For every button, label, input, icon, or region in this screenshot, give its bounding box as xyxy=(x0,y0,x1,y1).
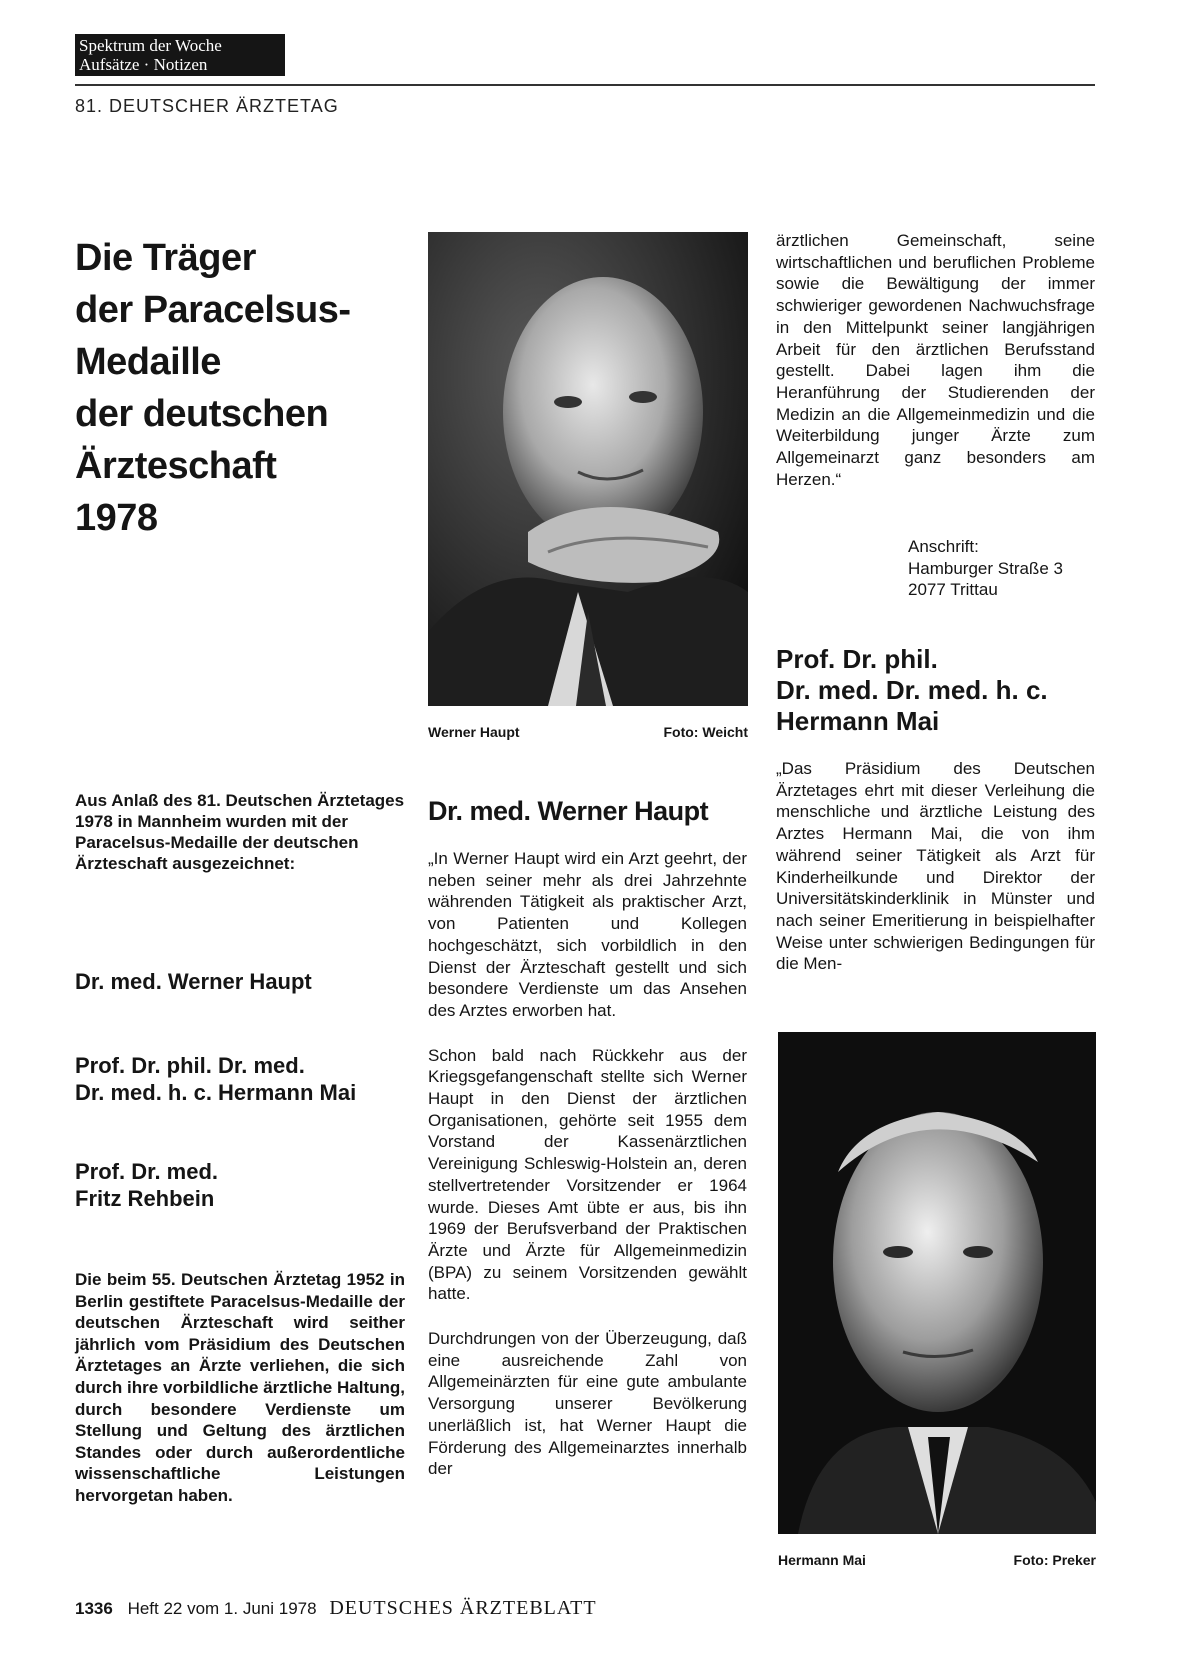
title-line: der deutschen xyxy=(75,393,329,435)
winner-line: Prof. Dr. med. xyxy=(75,1159,219,1184)
winner-line: Prof. Dr. phil. Dr. med. xyxy=(75,1053,305,1078)
title-line: Medaille xyxy=(75,341,221,383)
title-line: 1978 xyxy=(75,497,158,539)
haupt-article-continued: ärztlichen Gemeinschaft, seine wirtschaftlichen und beruflichen Probleme sowie die Bewältigung der immer schwieriger gewordenen Nachwuchsfrage in den Mittelpunkt seiner langjährigen Arbeit für den ärztlichen Berufsstand gestellt. Dabei lagen ihm die Heranführung der Studierenden der Medizin an die Allgemeinmedizin und die Weiterbildung junger Ärzte zum Allgemeinarzt ganz besonders am Herzen.“ xyxy=(776,231,1095,489)
heading-line: Dr. med. Dr. med. h. c. xyxy=(776,675,1048,705)
address-line: 2077 Trittau xyxy=(908,580,998,600)
winner-line: Fritz Rehbein xyxy=(75,1186,215,1211)
title-line: Die Träger xyxy=(75,237,256,279)
magazine-name: DEUTSCHES ÄRZTEBLATT xyxy=(329,1597,597,1619)
article-title xyxy=(75,232,405,544)
page-number: 1336 xyxy=(75,1599,113,1618)
mai-heading xyxy=(776,644,1048,737)
portrait-mai-image xyxy=(778,1032,1096,1534)
section-label: 81. DEUTSCHER ÄRZTETAG xyxy=(75,96,339,116)
heading-line: Hermann Mai xyxy=(776,706,940,736)
winner-rehbein xyxy=(75,1158,405,1212)
portrait-photo-haupt xyxy=(428,232,748,706)
title-line: der Paracelsus- xyxy=(75,289,351,331)
badge-line-1: Spektrum der Woche xyxy=(79,36,222,55)
haupt-heading: Dr. med. Werner Haupt xyxy=(428,796,709,826)
winner-line: Dr. med. Werner Haupt xyxy=(75,969,312,994)
page-footer xyxy=(75,1597,597,1620)
paragraph: Durchdrungen von der Überzeugung, daß eine ausreichende Zahl von Allgemeinärzten für eine gute ambulante Versorgung unserer Bevölkerung unerläßlich ist, hat Werner Haupt die Förderung des Allgemeinarztes innerhalb der xyxy=(428,1329,747,1479)
photo-credit: Foto: Weicht xyxy=(663,724,748,740)
photo-caption-name: Hermann Mai xyxy=(778,1552,866,1568)
header-rule xyxy=(75,84,1095,86)
badge-line-2: Aufsätze · Notizen xyxy=(79,55,208,74)
section-badge xyxy=(75,34,285,76)
address-line: Hamburger Straße 3 xyxy=(908,558,1063,578)
winner-mai xyxy=(75,1052,405,1106)
issue-info: Heft 22 vom 1. Juni 1978 xyxy=(127,1599,317,1618)
address-line: Anschrift: xyxy=(908,537,979,556)
paragraph: Schon bald nach Rückkehr aus der Kriegsgefangenschaft stellte sich Werner Haupt in den Dienst der ärztlichen Organisationen, gehörte seit 1955 dem Vorstand der Kassenärztlichen Vereinigung Schleswig-Holstein an, deren stellvertretender Vorsitzender er 1964 wurde. Dieses Amt übte er aus, bis ihn 1969 der Berufsverband der Praktischen Ärzte und Ärzte für Allgemeinmedizin (BPA) zu seinem Vorsitzenden gewählt hatte. xyxy=(428,1045,747,1304)
portrait-photo-mai xyxy=(778,1032,1096,1534)
paragraph: „In Werner Haupt wird ein Arzt geehrt, der neben seiner mehr als drei Jahrzehnte währenden Tätigkeit als praktischer Arzt, von Patienten und Kollegen hochgeschätzt, sich vorbildlich in den Dienst der Ärzteschaft gestellt und sich besondere Verdienste um das Ansehen des Arztes erworben hat. xyxy=(428,849,747,1020)
portrait-haupt-image xyxy=(428,232,748,706)
intro-text: Aus Anlaß des 81. Deutschen Ärztetages 1978 in Mannheim wurden mit der Paracelsus-Medaille der deutschen Ärzteschaft ausgezeichnet: xyxy=(75,791,405,873)
address-block xyxy=(908,536,1063,601)
title-line: Ärzteschaft xyxy=(75,445,277,487)
heading-line: Prof. Dr. phil. xyxy=(776,644,938,674)
photo-caption-name: Werner Haupt xyxy=(428,724,520,740)
mai-article-body: „Das Präsidium des Deutschen Ärztetages ehrt mit dieser Verleihung die menschliche und ärztliche Leistung des Arztes Hermann Mai, die von ihm während seiner Tätigkeit als Arzt für Kinderheilkunde und Direktor der Universitätskinderklinik in Münster und nach seiner Emeritierung in beispielhafter Weise unter schwierigen Bedingungen für die Men- xyxy=(776,759,1095,974)
medal-description: Die beim 55. Deutschen Ärztetag 1952 in Berlin gestiftete Paracelsus-Medaille der deutschen Ärzteschaft wird seither jährlich vom Präsidium des Deutschen Ärztetages an Ärzte verliehen, die sich durch ihre vorbildliche ärztliche Haltung, durch besondere Verdienste um Stellung und Geltung des ärztlichen Standes oder durch außerordentliche wissenschaftliche Leistungen hervorgetan haben. xyxy=(75,1270,405,1505)
winner-line: Dr. med. h. c. Hermann Mai xyxy=(75,1080,357,1105)
haupt-article-body xyxy=(428,848,747,1480)
winner-haupt xyxy=(75,968,405,995)
photo-credit: Foto: Preker xyxy=(1013,1552,1096,1568)
